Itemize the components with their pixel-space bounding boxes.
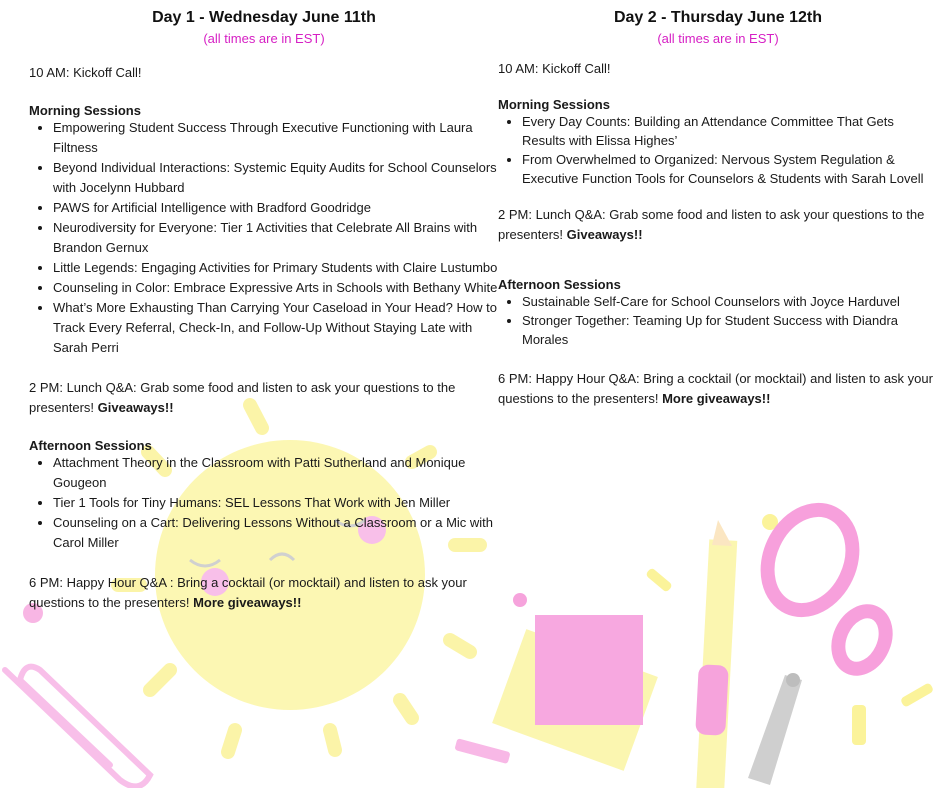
day1-morning-heading: Morning Sessions (29, 103, 141, 118)
day1-lunch (29, 378, 499, 418)
day1-happy-text: 6 PM: Happy Hour Q&A : Bring a cocktail (or mocktail) and listen to ask your questions to the presenters! (29, 575, 467, 610)
day1-lunch-giveaways: Giveaways!! (97, 400, 174, 415)
day2-lunch-text: 2 PM: Lunch Q&A: Grab some food and listen to ask your questions to the presenters! (498, 207, 925, 242)
list-item: • Tier 1 Tools for Tiny Humans: SEL Lessons That Work with Jen Miller (53, 493, 499, 513)
day2-happy-giveaways: More giveaways!! (662, 391, 771, 406)
day1-column (29, 0, 499, 613)
list-item: • From Overwhelmed to Organized: Nervous System Regulation & Executive Function Tools for Counselors & Students with Sarah Lovell (522, 150, 938, 188)
day2-lunch (498, 205, 938, 245)
day1-title: Day 1 - Wednesday June 11th (152, 9, 376, 26)
day1-lunch-text: 2 PM: Lunch Q&A: Grab some food and listen to ask your questions to the presenters! (29, 380, 456, 415)
day1-afternoon-heading: Afternoon Sessions (29, 438, 152, 453)
day2-column (498, 0, 938, 409)
list-item: • Sustainable Self-Care for School Counselors with Joyce Harduvel (522, 292, 938, 311)
day1-kickoff: 10 AM: Kickoff Call! (29, 65, 142, 80)
day2-morning-heading: Morning Sessions (498, 97, 610, 112)
day2-happy-hour (498, 369, 938, 409)
day2-morning-list (498, 112, 938, 188)
day2-lunch-giveaways: Giveaways!! (566, 227, 643, 242)
list-item: • What’s More Exhausting Than Carrying Your Caseload in Your Head? How to Track Every Referral, Check-In, and Follow-Up Without Staying Late with Sarah Perri (53, 298, 499, 358)
day1-morning-list (29, 118, 499, 358)
day2-happy-text: 6 PM: Happy Hour Q&A: Bring a cocktail (or mocktail) and listen to ask your questions to the presenters! (498, 371, 933, 406)
day1-afternoon-list (29, 453, 499, 553)
list-item: • Attachment Theory in the Classroom with Patti Sutherland and Monique Gougeon (53, 453, 499, 493)
list-item: • Empowering Student Success Through Executive Functioning with Laura Filtness (53, 118, 499, 158)
day2-title: Day 2 - Thursday June 12th (613, 9, 823, 26)
day2-kickoff: 10 AM: Kickoff Call! (498, 61, 611, 76)
day2-afternoon-heading: Afternoon Sessions (498, 277, 621, 292)
list-item: • Counseling in Color: Embrace Expressive Arts in Schools with Bethany White (53, 278, 499, 298)
day2-afternoon-list (498, 292, 938, 349)
list-item: • Counseling on a Cart: Delivering Lessons Without a Classroom or a Mic with Carol Miller (53, 513, 499, 553)
list-item: • PAWS for Artificial Intelligence with Bradford Goodridge (53, 198, 499, 218)
list-item: • Every Day Counts: Building an Attendance Committee That Gets Results with Elissa Highes’ (522, 112, 938, 150)
list-item: • Beyond Individual Interactions: Systemic Equity Audits for School Counselors with Jocelynn Hubbard (53, 158, 499, 198)
list-item: • Neurodiversity for Everyone: Tier 1 Activities that Celebrate All Brains with Brandon Gernux (53, 218, 499, 258)
day1-happy-hour (29, 573, 499, 613)
day1-timezone-note: (all times are in EST) (203, 31, 325, 46)
day2-timezone-note: (all times are in EST) (657, 31, 779, 46)
list-item: • Stronger Together: Teaming Up for Student Success with Diandra Morales (522, 311, 938, 349)
day1-happy-giveaways: More giveaways!! (193, 595, 302, 610)
list-item: • Little Legends: Engaging Activities for Primary Students with Claire Lustumbo (53, 258, 499, 278)
